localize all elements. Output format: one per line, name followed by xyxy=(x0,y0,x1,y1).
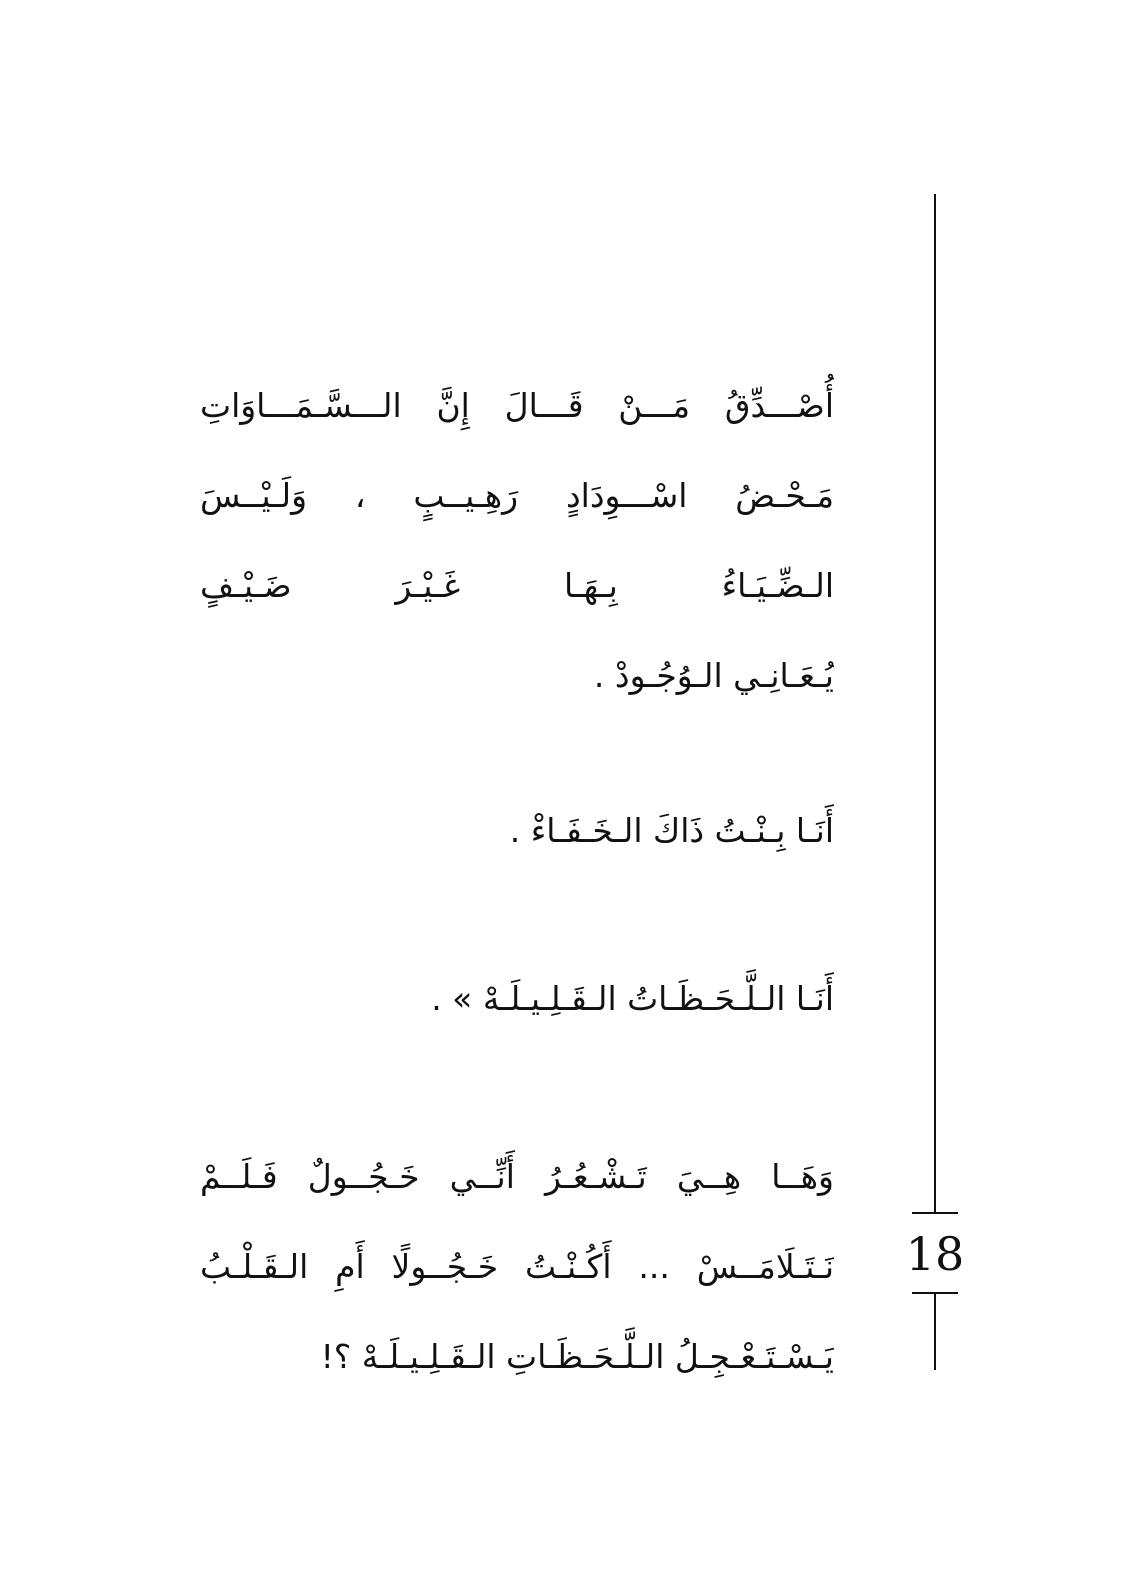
page-number: 18 xyxy=(905,1227,965,1281)
page-number-tick-top xyxy=(912,1212,958,1214)
verse-line: نَـتَـلَامَــسْ ... أَكُـنْـتُ خَـجُــولًا أَمِ الـقَـلْـبُ xyxy=(200,1247,834,1286)
stanza-3 xyxy=(200,954,834,1044)
stanza-2 xyxy=(200,786,834,876)
verse-line: الـضِّـيَـاءُ بِـهَـا غَـيْـرَ ضَـيْـفٍ xyxy=(200,566,834,605)
verse-line: يَـسْـتَـعْـجِـلُ الـلَّـحَـظَـاتِ الـقَـلِـيـلَـهْ ؟! xyxy=(320,1337,834,1376)
verse-line: أُصْـــدِّقُ مَـــنْ قَـــالَ إِنَّ الـــسَّـمَـــاوَاتِ xyxy=(200,386,834,425)
margin-rule-top xyxy=(934,194,936,1212)
verse-line: يُـعَـانِـي الـوُجُـودْ . xyxy=(593,656,834,695)
stanza-4 xyxy=(200,1132,834,1402)
verse-line: مَـحْـضُ اسْـــوِدَادٍ رَهِـيــبٍ ، وَلَـيْــسَ xyxy=(200,476,834,515)
verse-line: وَهَــا هِــيَ تَـشْـعُـرُ أَنِّــي خَـجُــولٌ فَـلَــمْ xyxy=(200,1157,834,1196)
margin-rule-bottom xyxy=(934,1292,936,1370)
verse-line: أَنَـا الـلَّـحَـظَـاتُ الـقَـلِـيـلَـهْ » . xyxy=(431,979,834,1018)
verse-line: أَنَـا بِـنْـتُ ذَاكَ الـخَـفَـاءْ . xyxy=(509,811,834,850)
stanza-1 xyxy=(200,361,834,721)
